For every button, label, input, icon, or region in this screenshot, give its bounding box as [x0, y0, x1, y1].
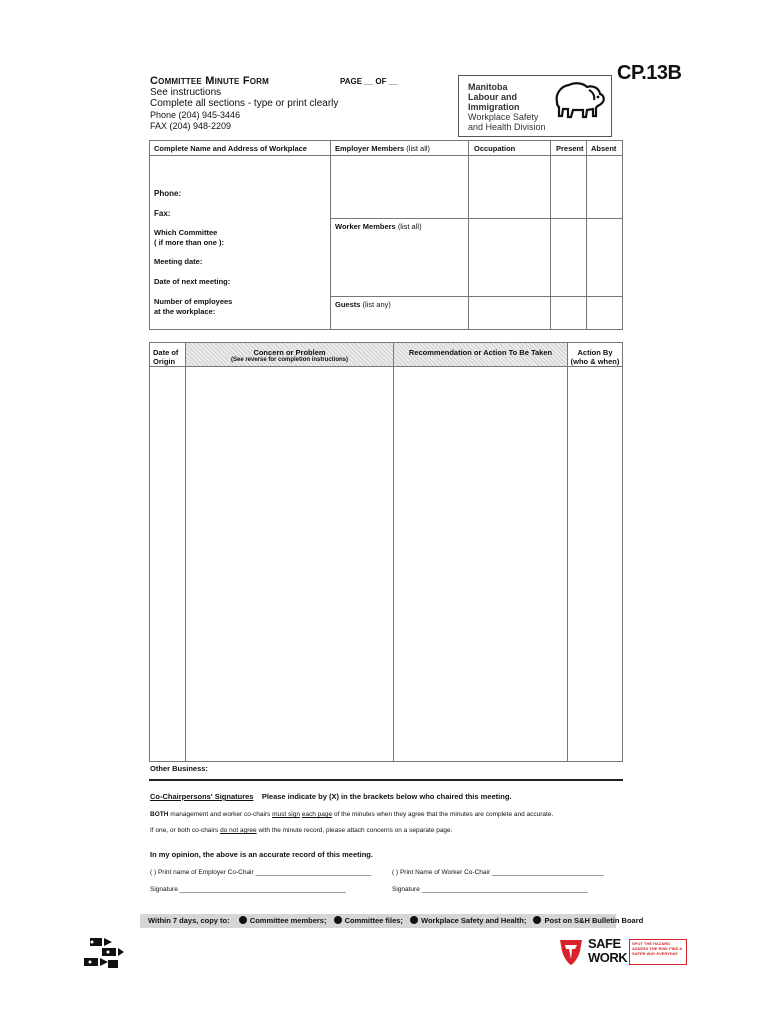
copy-item: Committee files; — [344, 916, 403, 925]
occupation-label: Occupation — [474, 144, 516, 153]
logo-line-3: Immigration — [468, 102, 520, 112]
safe-work-tagline: SPOT THE HAZARD ASSESS THE RISK FIND A SAFER WAY EVERYDAY — [632, 941, 683, 956]
num-employees-label-2: at the workplace: — [154, 307, 216, 316]
employer-members-label: Employer Members (list all) — [335, 144, 431, 153]
department-logo — [458, 75, 612, 137]
concern-sublabel: (See reverse for completion instructions) — [230, 357, 349, 363]
num-employees-label-1: Number of employees — [154, 297, 233, 306]
worker-signature-field[interactable]: Signature ______________________________________________ — [392, 886, 588, 893]
phone-number: Phone (204) 945-3446 — [150, 110, 241, 120]
copy-to-bar — [140, 914, 644, 928]
bullet-icon — [410, 916, 418, 924]
form-title: Committee Minute Form — [150, 75, 270, 87]
opinion-statement: In my opinion, the above is an accurate record of this meeting. — [150, 850, 373, 859]
other-business-label: Other Business: — [150, 764, 208, 773]
worker-members-label: Worker Members (list all) — [335, 222, 422, 231]
logo-line-1: Manitoba — [468, 82, 508, 92]
date-origin-label-2: Origin — [153, 357, 176, 366]
bison-icon — [553, 80, 607, 120]
logo-line-4: Workplace Safety — [468, 112, 539, 122]
meeting-date-label: Meeting date: — [154, 257, 203, 266]
workflow-icon — [82, 936, 126, 970]
employer-signature-field[interactable]: Signature ______________________________________________ — [150, 886, 346, 893]
next-meeting-label: Date of next meeting: — [154, 277, 231, 286]
bullet-icon — [533, 916, 541, 924]
copy-item: Committee members; — [249, 916, 327, 925]
guests-label: Guests (list any) — [335, 300, 391, 309]
absent-label: Absent — [591, 144, 617, 153]
concern-label: Concern or Problem — [253, 348, 326, 357]
safe-work-line-2: WORK — [588, 950, 628, 965]
form-code: CP.13B — [617, 62, 682, 84]
safe-work-shield-icon — [556, 937, 586, 967]
complete-sections: Complete all sections - type or print clearly — [150, 98, 339, 109]
employer-cochair-field[interactable]: ( ) Print name of Employer Co-Chair ________________________________ — [150, 869, 372, 876]
both-cochairs-note: BOTH management and worker co-chairs must sign each page of the minutes when they agree that the minutes are complete and accurate. — [150, 811, 554, 818]
logo-line-2: Labour and — [468, 92, 517, 102]
copy-item: Post on S&H Bulletin Board — [544, 916, 644, 925]
copy-to-label: Within 7 days, copy to: — [148, 916, 230, 925]
fax-field-label: Fax: — [154, 209, 171, 218]
workplace-label: Complete Name and Address of Workplace — [154, 144, 307, 153]
present-label: Present — [556, 144, 584, 153]
disagree-note: If one, or both co-chairs do not agree with the minute record, please attach concerns on a separate page. — [150, 827, 453, 834]
action-by-label-1: Action By — [577, 348, 613, 357]
bullet-icon — [334, 916, 342, 924]
cochair-signatures-line: Co-Chairpersons' Signatures Please indicate by (X) in the brackets below who chaired this meeting. — [150, 792, 512, 801]
which-committee-label-2: ( if more than one ): — [154, 238, 224, 247]
fax-number: FAX (204) 948-2209 — [150, 121, 232, 131]
page-of: PAGE __ OF __ — [340, 77, 398, 86]
bullet-icon — [239, 916, 247, 924]
phone-field-label: Phone: — [154, 189, 182, 198]
safe-work-logo — [556, 937, 688, 967]
logo-line-5: and Health Division — [468, 122, 546, 132]
action-by-label-2: (who & when) — [570, 357, 620, 366]
worker-cochair-field[interactable]: ( ) Print Name of Worker Co-Chair _______________________________ — [392, 869, 604, 876]
safe-work-tagline-box — [629, 939, 687, 965]
safe-work-line-1: SAFE — [588, 936, 621, 951]
copy-item: Workplace Safety and Health; — [421, 916, 527, 925]
see-instructions: See instructions — [150, 87, 222, 98]
footer-divider — [149, 779, 623, 781]
minutes-table — [149, 342, 623, 762]
date-origin-label-1: Date of — [153, 348, 179, 357]
recommendation-label: Recommendation or Action To Be Taken — [408, 348, 553, 357]
which-committee-label-1: Which Committee — [154, 228, 218, 237]
